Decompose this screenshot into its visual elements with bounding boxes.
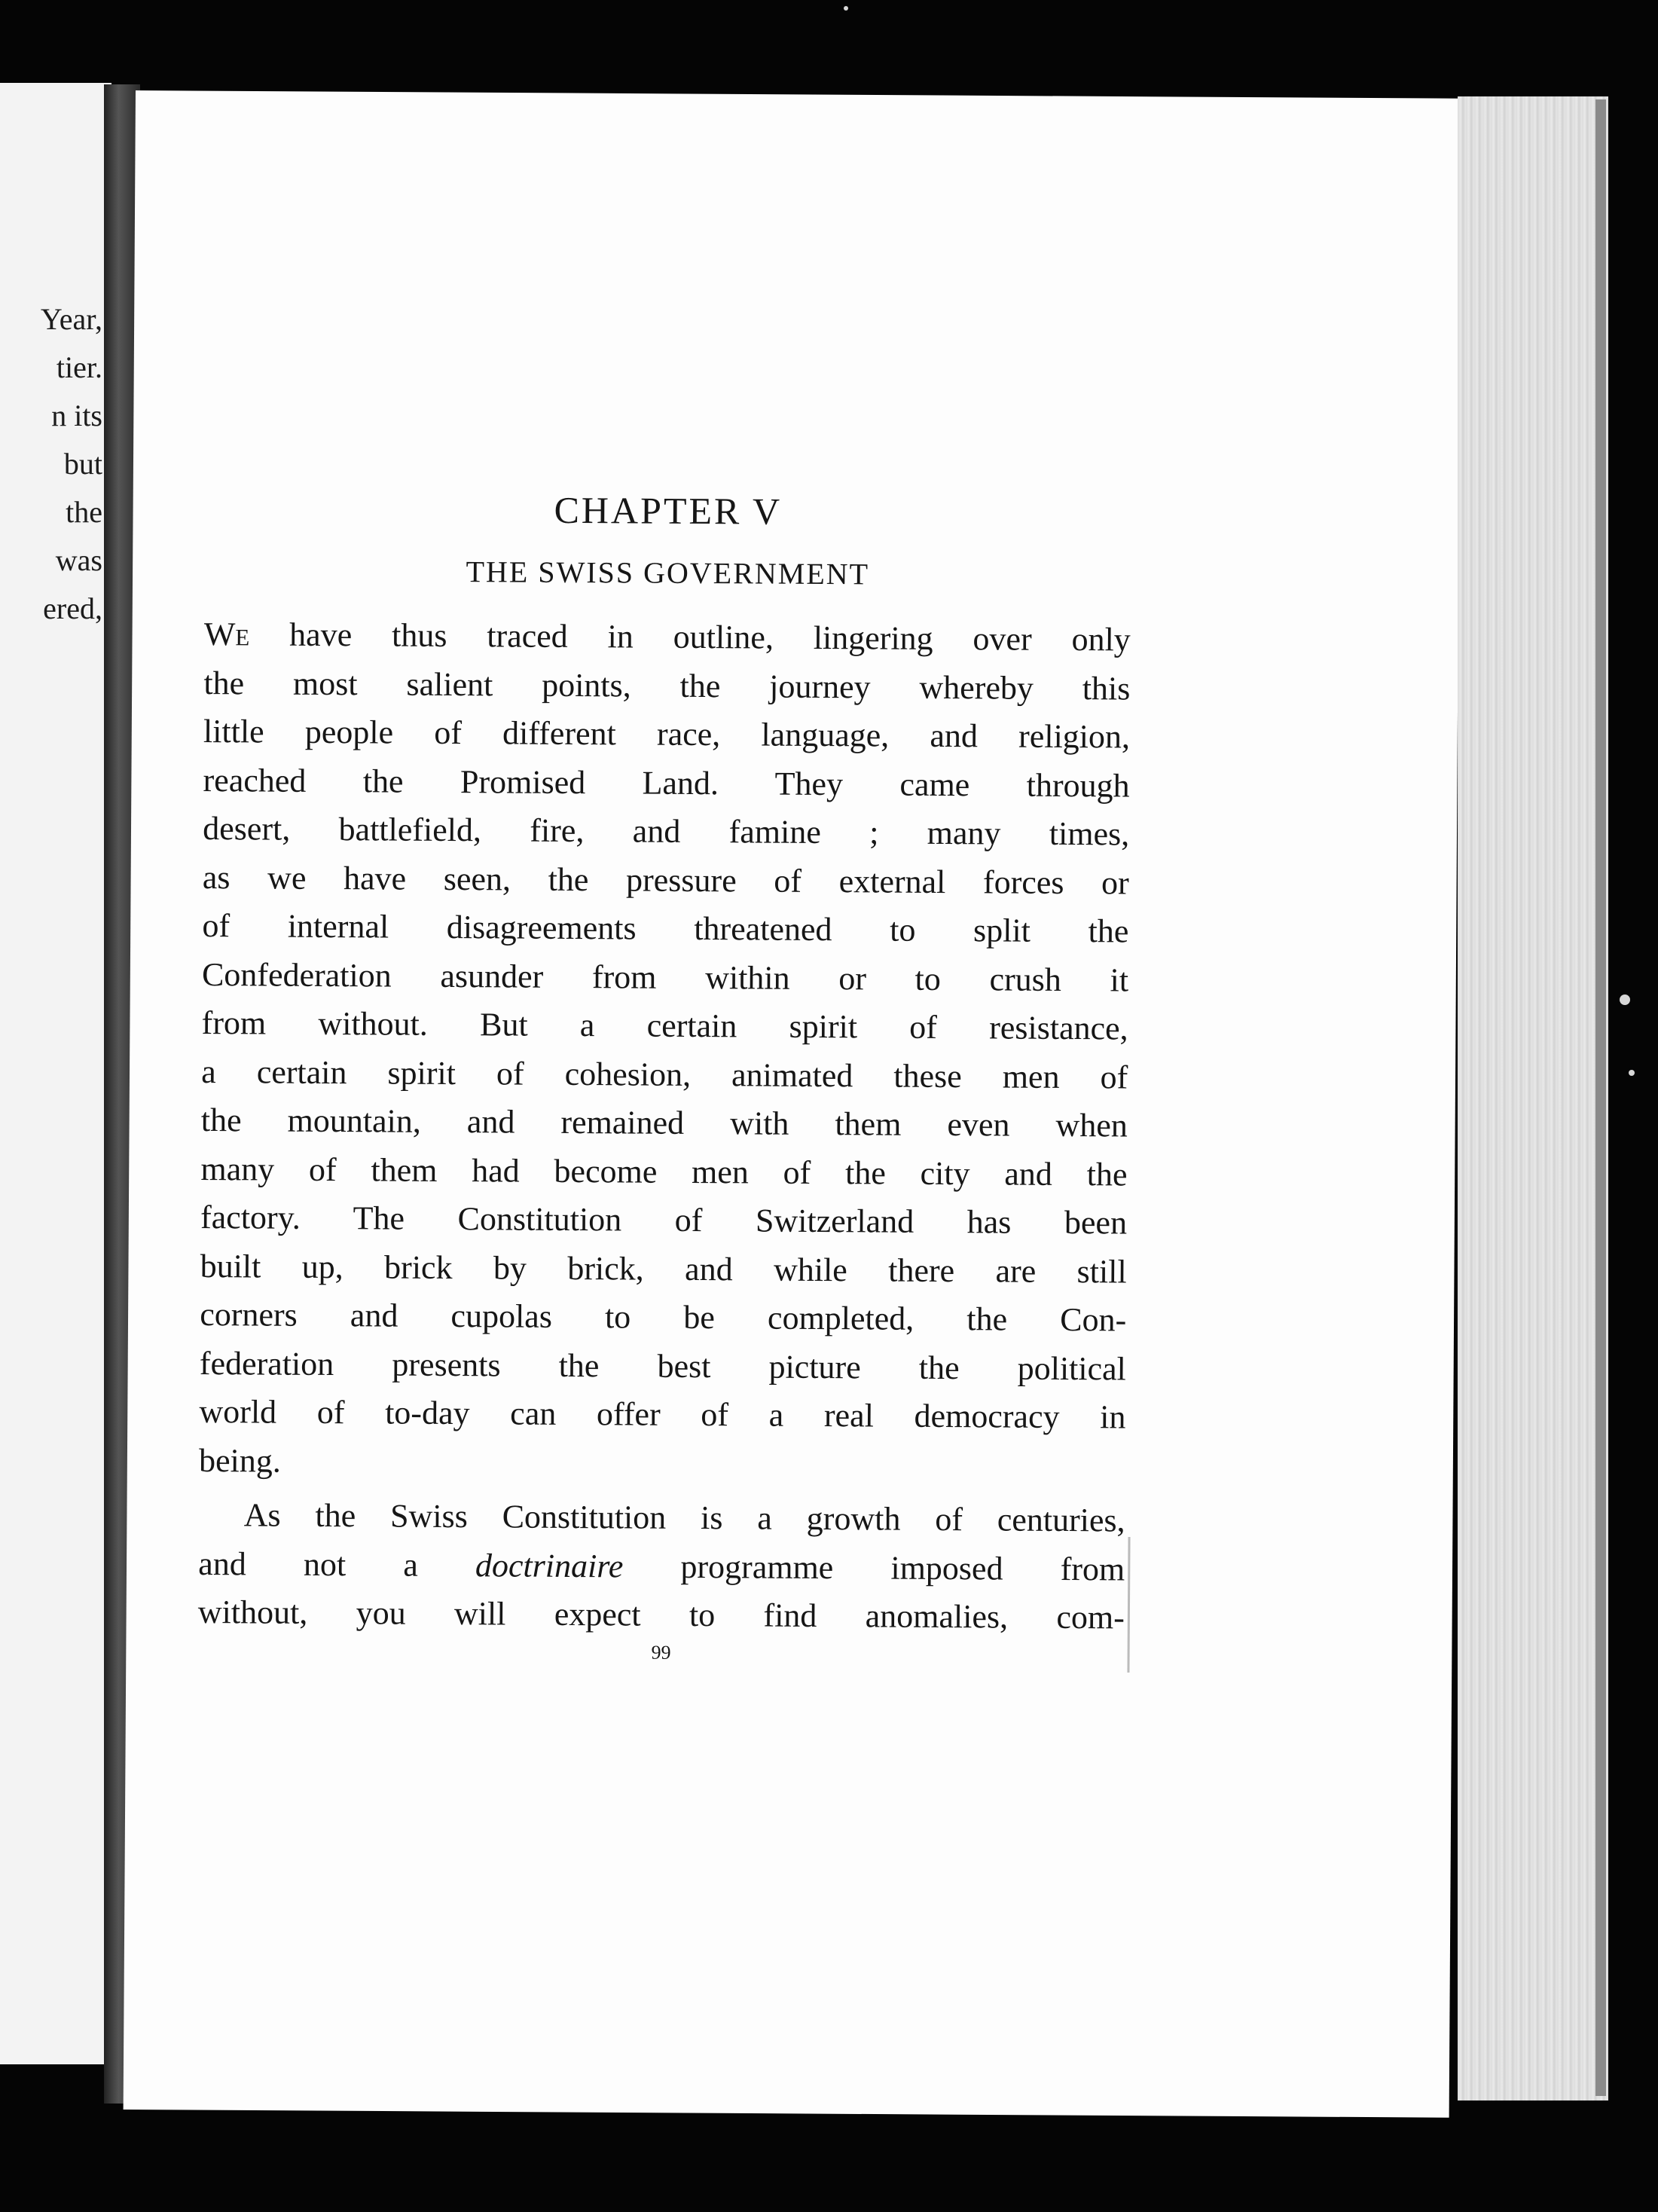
scan-speck xyxy=(844,6,848,11)
left-page xyxy=(0,83,111,2064)
text-line: the most salient points, the journey whereby this xyxy=(203,664,1131,707)
text-line xyxy=(198,1539,1125,1593)
left-fragment: Year, xyxy=(40,302,102,336)
text-line: being. xyxy=(198,1441,282,1480)
text-line: of internal disagreements threatened to split the xyxy=(202,906,1129,950)
page-edge-shadow xyxy=(1595,99,1606,2096)
dropcap-word: We xyxy=(203,615,250,653)
left-page-text-fragments xyxy=(41,295,102,633)
italic-term: doctrinaire xyxy=(475,1546,624,1584)
text-line: desert, battlefield, fire, and famine ; many times, xyxy=(203,809,1130,853)
chapter-title: THE SWISS GOVERNMENT xyxy=(466,555,870,591)
page-content xyxy=(197,486,1131,1667)
scan-speck xyxy=(1620,994,1630,1005)
left-fragment: n its xyxy=(51,399,102,432)
text-line: a certain spirit of cohesion, animated these men of xyxy=(201,1053,1128,1095)
chapter-heading: CHAPTER V xyxy=(554,488,783,533)
text-line: from without. But a certain spirit of resistance, xyxy=(201,1004,1128,1047)
text-line: As the Swiss Constitution is a growth of centuries, xyxy=(243,1496,1125,1539)
scan-speck xyxy=(1629,1070,1635,1076)
text-line-rest: have thus traced in outline, lingering over only xyxy=(249,616,1131,658)
page-edges xyxy=(1458,96,1608,2100)
text-line: many of them had become men of the city and the xyxy=(200,1150,1128,1193)
text-segment: programme imposed from xyxy=(623,1547,1125,1587)
text-line: as we have seen, the pressure of external forces or xyxy=(202,858,1129,902)
text-line: federation presents the best picture the political xyxy=(199,1344,1127,1387)
text-line: without, you will expect to find anomalies, com- xyxy=(197,1593,1125,1636)
left-fragment: ered, xyxy=(43,591,102,625)
left-fragment: but xyxy=(63,447,102,481)
paragraph-1 xyxy=(199,610,1131,1490)
page-number: 99 xyxy=(651,1641,671,1664)
text-line xyxy=(204,610,1131,665)
left-fragment: the xyxy=(66,495,102,529)
text-line: world of to-day can offer of a real democracy in xyxy=(199,1392,1126,1436)
text-line: Confederation asunder from within or to crush it xyxy=(201,955,1129,999)
text-line: little people of different race, language, and religion, xyxy=(203,712,1131,756)
paragraph-2 xyxy=(198,1491,1125,1642)
text-line: reached the Promised Land. They came through xyxy=(203,761,1130,805)
text-line: built up, brick by brick, and while there are still xyxy=(200,1247,1127,1290)
text-line: factory. The Constitution of Switzerland has been xyxy=(200,1198,1128,1242)
text-line: corners and cupolas to be completed, the Con- xyxy=(200,1295,1127,1339)
text-line: the mountain, and remained with them even when xyxy=(200,1101,1128,1144)
left-fragment: was xyxy=(55,543,102,577)
left-fragment: tier. xyxy=(56,350,102,384)
text-segment: and not a xyxy=(198,1544,476,1584)
